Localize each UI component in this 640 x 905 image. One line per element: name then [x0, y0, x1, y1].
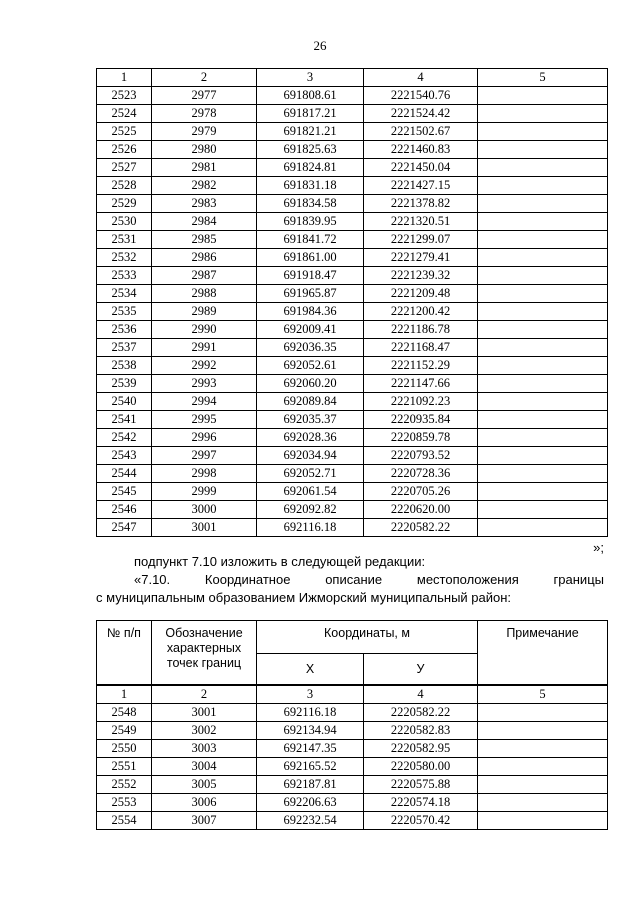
table-cell: 2221320.51	[364, 213, 478, 231]
table-cell	[478, 411, 608, 429]
table-cell: 2540	[97, 393, 152, 411]
table-cell: 2530	[97, 213, 152, 231]
table-cell	[478, 213, 608, 231]
table-cell: 2998	[152, 465, 257, 483]
table-row	[97, 249, 608, 267]
table-cell: 2554	[97, 812, 152, 830]
table-row	[97, 339, 608, 357]
column-number: 4	[364, 69, 478, 87]
header-coordinates: Координаты, м	[257, 621, 478, 654]
table-cell: 2546	[97, 501, 152, 519]
table-cell	[478, 776, 608, 794]
table-cell: 2552	[97, 776, 152, 794]
table-cell: 692052.71	[257, 465, 364, 483]
table-cell: 2220620.00	[364, 501, 478, 519]
paragraph-subpoint: подпункт 7.10 изложить в следующей редакции:	[134, 554, 426, 569]
column-number: 2	[152, 686, 257, 704]
table-cell	[478, 704, 608, 722]
table-cell: 2221460.83	[364, 141, 478, 159]
column-number: 5	[478, 686, 608, 704]
table-cell: 2986	[152, 249, 257, 267]
header-y: У	[364, 654, 478, 685]
table-cell: 2220574.18	[364, 794, 478, 812]
table-cell: 2535	[97, 303, 152, 321]
table-cell: 2221152.29	[364, 357, 478, 375]
table-cell: 691834.58	[257, 195, 364, 213]
table-row	[97, 722, 608, 740]
table-cell: 691821.21	[257, 123, 364, 141]
table-row	[97, 321, 608, 339]
table-cell: 2997	[152, 447, 257, 465]
table-cell: 692089.84	[257, 393, 364, 411]
table-cell: 2549	[97, 722, 152, 740]
paragraph-word: описание	[325, 572, 383, 587]
table-cell: 2984	[152, 213, 257, 231]
table-cell: 691984.36	[257, 303, 364, 321]
table-cell	[478, 321, 608, 339]
table-cell	[478, 519, 608, 537]
header-point-label: Обозначение характерных точек границ	[152, 621, 257, 685]
table-cell: 2220728.36	[364, 465, 478, 483]
table-number-row	[97, 69, 608, 87]
table-cell: 2221502.67	[364, 123, 478, 141]
table-cell	[478, 177, 608, 195]
table-row	[97, 393, 608, 411]
table-row	[97, 105, 608, 123]
table-cell: 692060.20	[257, 375, 364, 393]
table-cell: 2985	[152, 231, 257, 249]
paragraph-word: границы	[553, 572, 604, 587]
table-cell: 2541	[97, 411, 152, 429]
table-cell: 2221378.82	[364, 195, 478, 213]
table-cell	[478, 429, 608, 447]
table-row	[97, 177, 608, 195]
table-cell: 692187.81	[257, 776, 364, 794]
table-cell	[478, 722, 608, 740]
table-cell	[478, 303, 608, 321]
table-cell: 2221279.41	[364, 249, 478, 267]
column-number: 1	[97, 686, 152, 704]
table-cell: 2979	[152, 123, 257, 141]
table-cell: 2221168.47	[364, 339, 478, 357]
paragraph-heading	[134, 570, 604, 589]
table-row	[97, 465, 608, 483]
table-cell: 2539	[97, 375, 152, 393]
table-cell: 2220705.26	[364, 483, 478, 501]
table-cell: 692061.54	[257, 483, 364, 501]
table-cell	[478, 141, 608, 159]
table-row	[97, 429, 608, 447]
table-cell: 2221209.48	[364, 285, 478, 303]
table-cell: 2995	[152, 411, 257, 429]
table-cell: 692206.63	[257, 794, 364, 812]
table-row	[97, 483, 608, 501]
table-row	[97, 357, 608, 375]
table-cell	[478, 483, 608, 501]
table-cell: 2542	[97, 429, 152, 447]
paragraph-word: Координатное	[204, 572, 291, 587]
table-cell: 2982	[152, 177, 257, 195]
table-cell: 2220582.22	[364, 519, 478, 537]
table-cell: 2525	[97, 123, 152, 141]
table-row	[97, 704, 608, 722]
table-row	[97, 375, 608, 393]
table-row	[97, 231, 608, 249]
table-cell: 2221092.23	[364, 393, 478, 411]
table-cell: 2523	[97, 87, 152, 105]
table-cell: 2220793.52	[364, 447, 478, 465]
table-cell: 2983	[152, 195, 257, 213]
table-cell: 3004	[152, 758, 257, 776]
table-cell: 2221200.42	[364, 303, 478, 321]
table-cell	[478, 285, 608, 303]
table-cell: 2220935.84	[364, 411, 478, 429]
table-cell	[478, 794, 608, 812]
table-cell: 692116.18	[257, 519, 364, 537]
table-cell: 692116.18	[257, 704, 364, 722]
header-x: Х	[257, 654, 364, 685]
table-row	[97, 141, 608, 159]
table-cell: 3001	[152, 704, 257, 722]
table-cell: 691817.21	[257, 105, 364, 123]
column-number: 1	[97, 69, 152, 87]
table-cell: 692036.35	[257, 339, 364, 357]
table-cell: 2220575.88	[364, 776, 478, 794]
table-cell	[478, 447, 608, 465]
table-cell: 2526	[97, 141, 152, 159]
header-index: № п/п	[97, 621, 152, 685]
table-cell	[478, 339, 608, 357]
table-cell: 2987	[152, 267, 257, 285]
table-cell: 2220570.42	[364, 812, 478, 830]
table-row	[97, 123, 608, 141]
table-cell: 2993	[152, 375, 257, 393]
table-cell	[478, 267, 608, 285]
table-cell	[478, 375, 608, 393]
table-cell	[478, 159, 608, 177]
table-cell: 2551	[97, 758, 152, 776]
column-number: 3	[257, 686, 364, 704]
table-cell	[478, 393, 608, 411]
table-row	[97, 213, 608, 231]
table-cell: 691861.00	[257, 249, 364, 267]
table-cell: 2994	[152, 393, 257, 411]
table-cell	[478, 123, 608, 141]
table-cell: 2221186.78	[364, 321, 478, 339]
table-cell: 692052.61	[257, 357, 364, 375]
table-cell: 2524	[97, 105, 152, 123]
table-row	[97, 758, 608, 776]
table-cell: 691808.61	[257, 87, 364, 105]
table-row	[97, 303, 608, 321]
table-cell	[478, 105, 608, 123]
table-row	[97, 740, 608, 758]
table-cell: 692092.82	[257, 501, 364, 519]
table-cell: 2533	[97, 267, 152, 285]
column-number: 4	[364, 686, 478, 704]
table-cell: 691825.63	[257, 141, 364, 159]
header-note: Примечание	[478, 621, 608, 685]
table-cell: 691824.81	[257, 159, 364, 177]
table-cell: 2543	[97, 447, 152, 465]
table-cell: 692034.94	[257, 447, 364, 465]
paragraph-continuation: с муниципальным образованием Ижморский муниципальный район:	[96, 590, 512, 605]
coordinates-table-continued	[96, 68, 608, 537]
table-cell: 691831.18	[257, 177, 364, 195]
table-cell: 3003	[152, 740, 257, 758]
table-cell: 2220582.22	[364, 704, 478, 722]
table-cell: 3005	[152, 776, 257, 794]
table-cell: 2990	[152, 321, 257, 339]
closing-quote: »;	[593, 540, 604, 555]
table-cell	[478, 465, 608, 483]
column-number: 5	[478, 69, 608, 87]
table-cell: 691839.95	[257, 213, 364, 231]
table-cell: 2999	[152, 483, 257, 501]
table-row	[97, 195, 608, 213]
table-cell: 692028.36	[257, 429, 364, 447]
table-cell: 2978	[152, 105, 257, 123]
table-cell: 692232.54	[257, 812, 364, 830]
table-cell: 2220580.00	[364, 758, 478, 776]
coordinates-table-header	[96, 620, 608, 685]
table-cell: 2992	[152, 357, 257, 375]
table-cell: 2548	[97, 704, 152, 722]
table-row	[97, 812, 608, 830]
table-cell: 3007	[152, 812, 257, 830]
table-cell: 2220582.95	[364, 740, 478, 758]
table-cell	[478, 758, 608, 776]
table-cell: 2537	[97, 339, 152, 357]
table-cell: 2544	[97, 465, 152, 483]
coordinates-table-new	[96, 685, 608, 830]
table-cell: 692035.37	[257, 411, 364, 429]
table-cell: 691965.87	[257, 285, 364, 303]
paragraph-word: местоположения	[416, 572, 519, 587]
table-cell: 692134.94	[257, 722, 364, 740]
table-cell	[478, 195, 608, 213]
table-cell: 3001	[152, 519, 257, 537]
table-row	[97, 447, 608, 465]
table-cell: 3000	[152, 501, 257, 519]
table-row	[97, 87, 608, 105]
table-cell	[478, 740, 608, 758]
table-cell	[478, 357, 608, 375]
table-cell: 2553	[97, 794, 152, 812]
table-cell: 2221540.76	[364, 87, 478, 105]
table-body	[97, 87, 608, 537]
table-cell: 2221299.07	[364, 231, 478, 249]
table-cell	[478, 812, 608, 830]
table-cell: 2988	[152, 285, 257, 303]
table-cell: 2220582.83	[364, 722, 478, 740]
table-cell: 2550	[97, 740, 152, 758]
table-cell: 2221427.15	[364, 177, 478, 195]
table-cell: 2531	[97, 231, 152, 249]
table-row	[97, 776, 608, 794]
table-cell: 2538	[97, 357, 152, 375]
table-cell: 2532	[97, 249, 152, 267]
table-number-row	[97, 686, 608, 704]
table-cell: 2221147.66	[364, 375, 478, 393]
table-cell: 2220859.78	[364, 429, 478, 447]
paragraph-word: «7.10.	[134, 572, 171, 587]
table-cell: 2981	[152, 159, 257, 177]
table-cell	[478, 501, 608, 519]
table-cell	[478, 249, 608, 267]
table-row	[97, 411, 608, 429]
table-cell: 2221239.32	[364, 267, 478, 285]
table-cell: 2980	[152, 141, 257, 159]
table-cell: 2989	[152, 303, 257, 321]
table-cell	[478, 87, 608, 105]
table-cell: 2534	[97, 285, 152, 303]
table-cell: 2536	[97, 321, 152, 339]
table-cell: 3006	[152, 794, 257, 812]
table-cell: 2527	[97, 159, 152, 177]
table-body	[97, 704, 608, 830]
table-row	[97, 519, 608, 537]
table-row	[97, 501, 608, 519]
table-cell	[478, 231, 608, 249]
table-cell: 692147.35	[257, 740, 364, 758]
table-cell: 2221450.04	[364, 159, 478, 177]
table-cell: 692009.41	[257, 321, 364, 339]
table-cell: 692165.52	[257, 758, 364, 776]
table-cell: 2545	[97, 483, 152, 501]
table-row	[97, 794, 608, 812]
table-row	[97, 159, 608, 177]
table-cell: 3002	[152, 722, 257, 740]
table-cell: 2977	[152, 87, 257, 105]
table-cell: 691918.47	[257, 267, 364, 285]
table-cell: 2528	[97, 177, 152, 195]
table-cell: 2529	[97, 195, 152, 213]
column-number: 2	[152, 69, 257, 87]
table-row	[97, 267, 608, 285]
table-cell: 2996	[152, 429, 257, 447]
page-number: 26	[313, 38, 327, 53]
table-row	[97, 285, 608, 303]
table-cell: 2221524.42	[364, 105, 478, 123]
table-cell: 2991	[152, 339, 257, 357]
table-cell: 2547	[97, 519, 152, 537]
column-number: 3	[257, 69, 364, 87]
table-cell: 691841.72	[257, 231, 364, 249]
